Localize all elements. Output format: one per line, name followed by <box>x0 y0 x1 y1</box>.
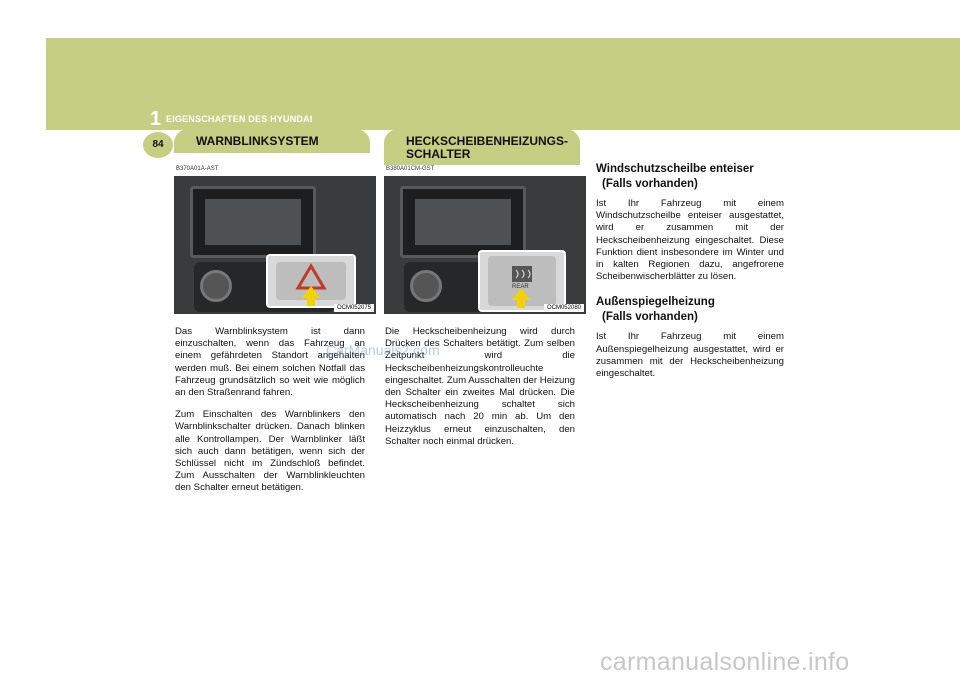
paragraph: Ist Ihr Fahrzeug mit einem Windschutzscheilbe enteiser ausgestattet, wird er zusammen mit der Heckscheibenheizung eingeschaltet. Diese Funktion dient insbesondere im Winter und in kalten Regionen dazu, angefrorene Scheibenwischerblätter zu lösen. <box>596 198 784 283</box>
nav-screen <box>190 186 316 258</box>
chapter-number: 1 <box>150 108 162 130</box>
watermark-inline: CarManuals2.com <box>326 342 440 358</box>
hazard-switch-photo <box>174 176 376 314</box>
nav-screen <box>400 186 526 258</box>
heading-line: SCHALTER <box>406 147 471 161</box>
section-code: B380A01CM-GST <box>386 166 435 172</box>
subheading-windshield-deicer <box>596 162 784 192</box>
figure-code: OCM052075 <box>334 304 374 312</box>
paragraph: Das Warnblinksystem ist dann einzuschalten, wenn das Fahrzeug an einem gefährdeten Standort angehalten werden muß. Bei einem solchen Notfall das Fahrzeug grundsätzlich so weit wie möglich an den Straßenrand fahren. <box>175 326 365 399</box>
heading-line: HECKSCHEIBENHEIZUNGS- <box>406 134 569 148</box>
rear-defrost-switch-photo <box>384 176 586 314</box>
page-number: 84 <box>143 132 173 158</box>
section-heading-heckscheibenheizung <box>384 129 580 165</box>
section-code: B370A01A-AST <box>176 166 219 172</box>
switch-label: REAR <box>512 284 529 290</box>
subheading-line: (Falls vorhanden) <box>602 311 698 324</box>
col3 <box>596 162 784 392</box>
arrow-indicator-icon <box>302 286 320 298</box>
subheading-line: (Falls vorhanden) <box>602 178 698 190</box>
paragraph: Ist Ihr Fahrzeug mit einem Außenspiegelheizung ausgestattet, wird er zusammen mit der Heckscheibenheizung eingeschaltet. <box>596 331 784 380</box>
subheading-mirror-heater <box>596 295 784 325</box>
paragraph: Die Heckscheibenheizung wird durch Drücken des Schalters betätigt. Zum selben Zeitpunkt wird die Heckscheibenheizungskontrolleuchte eingeschaltet. Zum Ausschalten der Heizung den Schalter ein zweites Mal drücken. Die Heckscheibenheizung schaltet sich automatisch nach 20 min ab. Um den Heizzyklus erneut einzuschalten, den Schalter noch einmal drücken. <box>385 326 575 447</box>
paragraph: Zum Einschalten des Warnblinkers den Warnblinkschalter drücken. Danach blinken alle Kontrollampen. Der Warnblinker läßt sich auch dann betätigen, wenn sich der Schlüssel nicht im Zündschloß befindet. Zum Ausschalten der Warnblinkleuchten den Schalter erneut betätigen. <box>175 409 365 494</box>
figure-code: OCM052080 <box>544 304 584 312</box>
watermark-footer: carmanualsonline.info <box>600 648 850 676</box>
subheading-line: Windschutzscheilbe enteiser <box>596 163 754 175</box>
arrow-indicator-icon <box>512 288 530 300</box>
section-heading-warnblinksystem: WARNBLINKSYSTEM <box>174 129 370 153</box>
subheading-line: Außenspiegelheizung <box>596 296 715 309</box>
chapter-title: EIGENSCHAFTEN DES HYUNDAI <box>166 114 313 124</box>
